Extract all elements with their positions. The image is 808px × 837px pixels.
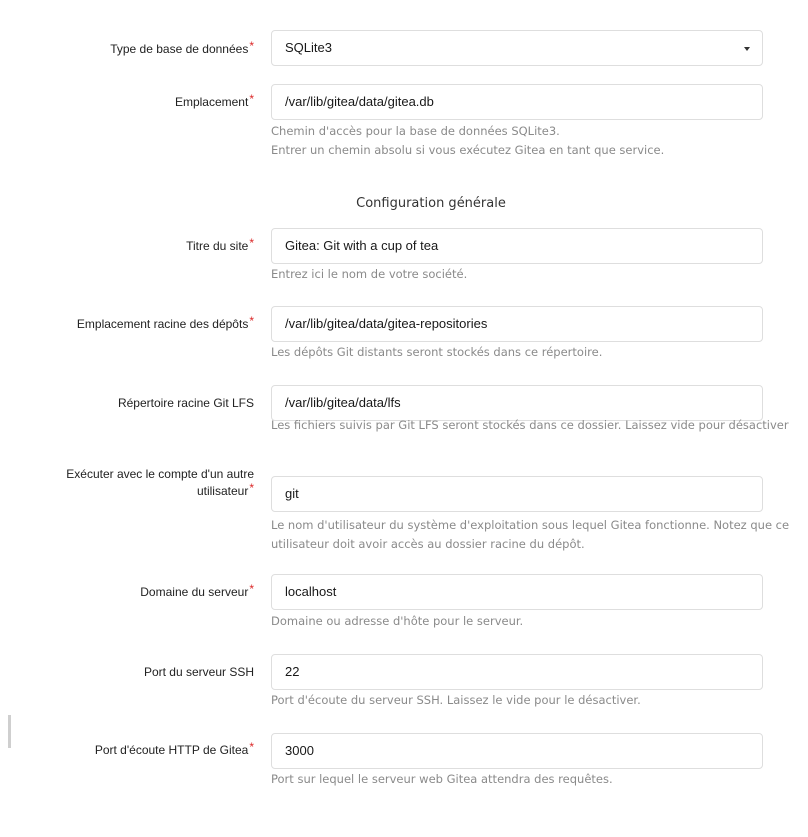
lfs-root-input[interactable]: /var/lib/gitea/data/lfs bbox=[271, 385, 763, 421]
db-type-select[interactable] bbox=[271, 30, 763, 66]
domain-label: Domaine du serveur* bbox=[140, 582, 254, 599]
run-user-label-2: utilisateur* bbox=[196, 481, 254, 498]
repo-root-label: Emplacement racine des dépôts* bbox=[76, 314, 254, 331]
db-type-value: SQLite3 bbox=[285, 40, 332, 55]
required-marker: * bbox=[249, 740, 254, 754]
run-user-help-2: utilisateur doit avoir accès au dossier racine du dépôt. bbox=[271, 537, 585, 551]
repo-root-help: Les dépôts Git distants seront stockés dans ce répertoire. bbox=[271, 345, 603, 359]
run-user-label-1: Exécuter avec le compte d'un autre bbox=[66, 467, 254, 481]
required-marker: * bbox=[249, 481, 254, 495]
db-path-label: Emplacement* bbox=[174, 92, 254, 109]
ssh-port-input[interactable]: 22 bbox=[271, 654, 763, 690]
section-title-general: Configuration générale bbox=[356, 196, 506, 211]
ssh-port-label: Port du serveur SSH bbox=[143, 665, 254, 679]
http-port-help: Port sur lequel le serveur web Gitea attendra des requêtes. bbox=[271, 772, 613, 786]
ssh-port-help: Port d'écoute du serveur SSH. Laissez le vide pour le désactiver. bbox=[271, 693, 641, 707]
run-user-help-1: Le nom d'utilisateur du système d'exploitation sous lequel Gitea fonctionne. Notez que ce bbox=[271, 518, 790, 532]
site-title-input[interactable]: Gitea: Git with a cup of tea bbox=[271, 228, 763, 264]
required-marker: * bbox=[249, 236, 254, 250]
run-user-input[interactable]: git bbox=[271, 476, 763, 512]
site-title-label: Titre du site* bbox=[186, 236, 254, 253]
required-marker: * bbox=[249, 582, 254, 596]
caret-down-icon bbox=[744, 47, 750, 51]
domain-help: Domaine ou adresse d'hôte pour le serveur. bbox=[271, 614, 524, 628]
db-path-help-1: Chemin d'accès pour la base de données SQLite3. bbox=[271, 124, 560, 138]
site-title-help: Entrez ici le nom de votre société. bbox=[271, 267, 468, 281]
domain-input[interactable]: localhost bbox=[271, 574, 763, 610]
db-path-help-2: Entrer un chemin absolu si vous exécutez Gitea en tant que service. bbox=[271, 143, 665, 157]
http-port-label: Port d'écoute HTTP de Gitea* bbox=[94, 740, 254, 757]
required-marker: * bbox=[249, 92, 254, 106]
required-marker: * bbox=[249, 39, 254, 53]
db-path-input[interactable]: /var/lib/gitea/data/gitea.db bbox=[271, 84, 763, 120]
http-port-input[interactable]: 3000 bbox=[271, 733, 763, 769]
lfs-root-label: Répertoire racine Git LFS bbox=[117, 396, 254, 410]
lfs-root-help: Les fichiers suivis par Git LFS seront stockés dans ce dossier. Laissez vide pour désactiver bbox=[271, 418, 789, 432]
required-marker: * bbox=[249, 314, 254, 328]
repo-root-input[interactable]: /var/lib/gitea/data/gitea-repositories bbox=[271, 306, 763, 342]
db-type-label: Type de base de données* bbox=[110, 39, 254, 56]
